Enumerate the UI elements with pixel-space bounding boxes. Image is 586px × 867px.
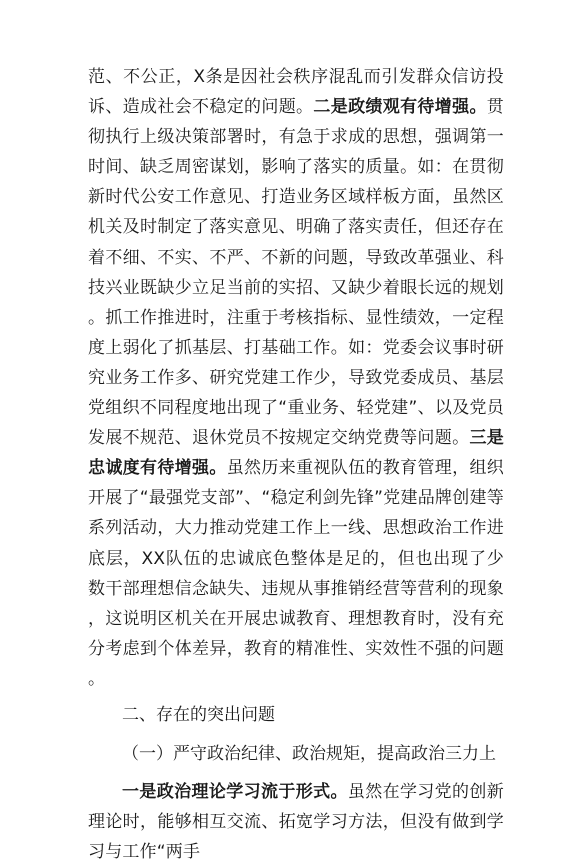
body-paragraph [88,62,504,694]
paragraph-text: 虽然历来重视队伍的教育管理，组织开展了“最强党支部”、“稳定利剑先锋”党建品牌创建等系列活动，大力推动党建工作上一线、思想政治工作进底层，XX队伍的忠诚底色整体是足的，但也出现了少数干部理想信念缺失、违规从事推销经营等营利的现象，这说明区机关在开展忠诚教育、理想教育时，没有充分考虑到个体差异，教育的精准性、实效性不强的问题。 [88,458,504,689]
document-body [88,62,504,867]
paragraph-text: 范、不公正，X条是因社会秩序混乱而引发群众信访投诉、造成社会不稳定的问题。 [88,67,504,118]
paragraph-bold-point: 三是忠诚度有待增强。 [88,428,504,479]
paragraph-bold-point: 二是政绩观有待增强。 [313,97,487,118]
sub-heading: （一）严守政治纪律、政治规矩，提高政治三力上 [122,743,496,764]
body-paragraph [88,777,504,867]
section-heading: 二、存在的突出问题 [122,704,275,725]
paragraph-text: 虽然在学习党的创新理论时，能够相互交流、拓宽学习方法，但没有做到学习与工作“两手 [88,781,504,863]
paragraph-bold-point: 一是政治理论学习流于形式。 [122,781,348,802]
paragraph-text: 贯彻执行上级决策部署时，有急于求成的思想，强调第一时间、缺乏周密谋划，影响了落实的质量。如：在贯彻新时代公安工作意见、打造业务区域样板方面，虽然区机关及时制定了落实意见、明确了落实责任，但还存在着不细、不实、不严、不新的问题，导致改革强业、科技兴业既缺少立足当前的实招、又缺少着眼长远的规划。抓工作推进时，注重于考核指标、显性绩效，一定程度上弱化了抓基层、打基础工作。如：党委会议事时研究业务工作多、研究党建工作少，导致党委成员、基层党组织不同程度地出现了“重业务、轻党建”、以及党员发展不规范、退休党员不按规定交纳党费等问题。 [88,97,504,449]
